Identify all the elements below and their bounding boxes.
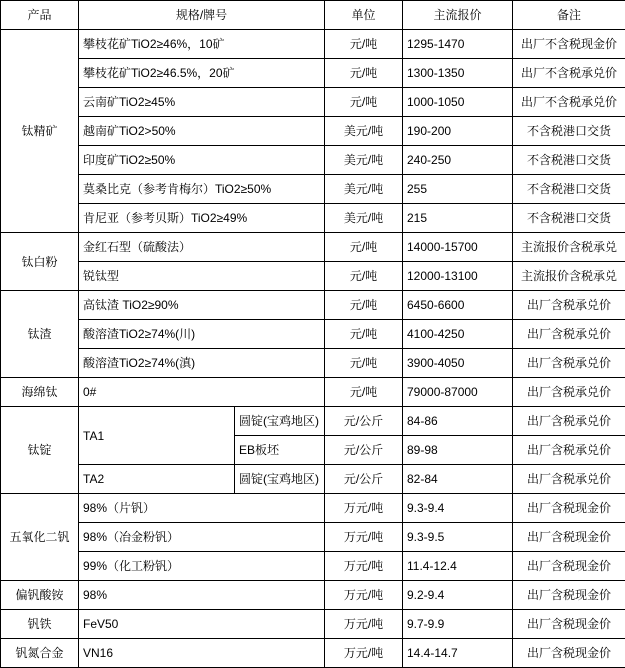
header-unit: 单位	[325, 1, 403, 30]
unit-cell: 美元/吨	[325, 204, 403, 233]
price-cell: 3900-4050	[403, 349, 513, 378]
header-spec: 规格/牌号	[79, 1, 325, 30]
unit-cell: 万元/吨	[325, 494, 403, 523]
price-cell: 190-200	[403, 117, 513, 146]
table-row	[1, 88, 625, 117]
table-row	[1, 494, 625, 523]
product-category-cell: 钛白粉	[1, 233, 79, 291]
spec-cell: 酸溶渣TiO2≥74%(滇)	[79, 349, 325, 378]
spec-cell: 印度矿TiO2≥50%	[79, 146, 325, 175]
spec-cell: 云南矿TiO2≥45%	[79, 88, 325, 117]
price-cell: 14000-15700	[403, 233, 513, 262]
price-cell: 12000-13100	[403, 262, 513, 291]
unit-cell: 万元/吨	[325, 639, 403, 668]
table-row	[1, 581, 625, 610]
price-cell: 9.3-9.5	[403, 523, 513, 552]
spec-cell: 锐钛型	[79, 262, 325, 291]
spec-cell: 金红石型（硫酸法）	[79, 233, 325, 262]
price-cell: 79000-87000	[403, 378, 513, 407]
header-note: 备注	[513, 1, 625, 30]
spec-cell: 98%（片钒）	[79, 494, 325, 523]
table-row	[1, 320, 625, 349]
product-category-cell: 五氧化二钒	[1, 494, 79, 581]
table-header	[1, 1, 625, 30]
price-cell: 14.4-14.7	[403, 639, 513, 668]
spec-cell: 99%（化工粉钒）	[79, 552, 325, 581]
price-cell: 1300-1350	[403, 59, 513, 88]
note-cell: 出厂含税现金价	[513, 523, 625, 552]
unit-cell: 元/公斤	[325, 407, 403, 436]
unit-cell: 元/吨	[325, 233, 403, 262]
unit-cell: 万元/吨	[325, 552, 403, 581]
unit-cell: 美元/吨	[325, 117, 403, 146]
table-row	[1, 146, 625, 175]
header-row	[1, 1, 625, 30]
price-cell: 82-84	[403, 465, 513, 494]
spec-cell: 98%	[79, 581, 325, 610]
unit-cell: 元/吨	[325, 262, 403, 291]
unit-cell: 元/吨	[325, 320, 403, 349]
price-cell: 11.4-12.4	[403, 552, 513, 581]
note-cell: 出厂不含税承兑价	[513, 88, 625, 117]
product-category-cell: 钛精矿	[1, 30, 79, 233]
unit-cell: 元/公斤	[325, 436, 403, 465]
table-body	[1, 30, 625, 668]
table-row	[1, 349, 625, 378]
spec-cell: 高钛渣 TiO2≥90%	[79, 291, 325, 320]
table-row	[1, 59, 625, 88]
note-cell: 不含税港口交货	[513, 175, 625, 204]
note-cell: 出厂含税承兑价	[513, 320, 625, 349]
unit-cell: 美元/吨	[325, 146, 403, 175]
note-cell: 出厂含税承兑价	[513, 378, 625, 407]
table-row	[1, 465, 625, 494]
table-row	[1, 523, 625, 552]
unit-cell: 元/吨	[325, 59, 403, 88]
note-cell: 出厂含税现金价	[513, 494, 625, 523]
table-row	[1, 378, 625, 407]
product-category-cell: 钛锭	[1, 407, 79, 494]
table-row	[1, 407, 625, 436]
product-category-cell: 海绵钛	[1, 378, 79, 407]
spec-cell: 0#	[79, 378, 325, 407]
price-cell: 215	[403, 204, 513, 233]
price-cell: 84-86	[403, 407, 513, 436]
note-cell: 出厂含税承兑价	[513, 436, 625, 465]
note-cell: 出厂含税承兑价	[513, 291, 625, 320]
price-cell: 240-250	[403, 146, 513, 175]
price-cell: 4100-4250	[403, 320, 513, 349]
table-row	[1, 262, 625, 291]
table-row	[1, 175, 625, 204]
note-cell: 出厂不含税承兑价	[513, 59, 625, 88]
price-cell: 9.2-9.4	[403, 581, 513, 610]
spec-cell: 攀枝花矿TiO2≥46%，10矿	[79, 30, 325, 59]
spec-cell: 酸溶渣TiO2≥74%(川)	[79, 320, 325, 349]
note-cell: 出厂含税承兑价	[513, 465, 625, 494]
product-category-cell: 钛渣	[1, 291, 79, 378]
spec-cell: 莫桑比克（参考肯梅尔）TiO2≥50%	[79, 175, 325, 204]
price-cell: 9.3-9.4	[403, 494, 513, 523]
unit-cell: 元/吨	[325, 88, 403, 117]
price-cell: 1295-1470	[403, 30, 513, 59]
spec-detail-cell: 圆锭(宝鸡地区)	[235, 407, 325, 436]
unit-cell: 元/吨	[325, 378, 403, 407]
table-row	[1, 639, 625, 668]
product-category-cell: 钒铁	[1, 610, 79, 639]
spec-cell: TA1	[79, 407, 235, 465]
unit-cell: 美元/吨	[325, 175, 403, 204]
unit-cell: 元/公斤	[325, 465, 403, 494]
note-cell: 出厂含税现金价	[513, 639, 625, 668]
unit-cell: 元/吨	[325, 291, 403, 320]
note-cell: 主流报价含税承兑	[513, 233, 625, 262]
header-price: 主流报价	[403, 1, 513, 30]
note-cell: 出厂含税现金价	[513, 552, 625, 581]
note-cell: 出厂含税现金价	[513, 581, 625, 610]
note-cell: 不含税港口交货	[513, 117, 625, 146]
spec-cell: FeV50	[79, 610, 325, 639]
spec-cell: 攀枝花矿TiO2≥46.5%，20矿	[79, 59, 325, 88]
table-row	[1, 204, 625, 233]
spec-cell: 98%（冶金粉钒）	[79, 523, 325, 552]
note-cell: 出厂含税承兑价	[513, 407, 625, 436]
price-cell: 6450-6600	[403, 291, 513, 320]
unit-cell: 万元/吨	[325, 523, 403, 552]
table-row	[1, 30, 625, 59]
note-cell: 出厂含税承兑价	[513, 349, 625, 378]
unit-cell: 元/吨	[325, 349, 403, 378]
spec-detail-cell: EB板坯	[235, 436, 325, 465]
note-cell: 主流报价含税承兑	[513, 262, 625, 291]
table-row	[1, 117, 625, 146]
price-cell: 9.7-9.9	[403, 610, 513, 639]
table-row	[1, 291, 625, 320]
table-row	[1, 610, 625, 639]
price-cell: 1000-1050	[403, 88, 513, 117]
product-category-cell: 偏钒酸铵	[1, 581, 79, 610]
note-cell: 不含税港口交货	[513, 204, 625, 233]
spec-detail-cell: 圆锭(宝鸡地区)	[235, 465, 325, 494]
note-cell: 出厂含税现金价	[513, 610, 625, 639]
spec-cell: TA2	[79, 465, 235, 494]
unit-cell: 万元/吨	[325, 610, 403, 639]
table-row	[1, 552, 625, 581]
note-cell: 不含税港口交货	[513, 146, 625, 175]
unit-cell: 元/吨	[325, 30, 403, 59]
spec-cell: VN16	[79, 639, 325, 668]
table-row	[1, 233, 625, 262]
unit-cell: 万元/吨	[325, 581, 403, 610]
spec-cell: 肯尼亚（参考贝斯）TiO2≥49%	[79, 204, 325, 233]
note-cell: 出厂不含税现金价	[513, 30, 625, 59]
spec-cell: 越南矿TiO2>50%	[79, 117, 325, 146]
product-category-cell: 钒氮合金	[1, 639, 79, 668]
header-product: 产品	[1, 1, 79, 30]
price-cell: 89-98	[403, 436, 513, 465]
price-cell: 255	[403, 175, 513, 204]
